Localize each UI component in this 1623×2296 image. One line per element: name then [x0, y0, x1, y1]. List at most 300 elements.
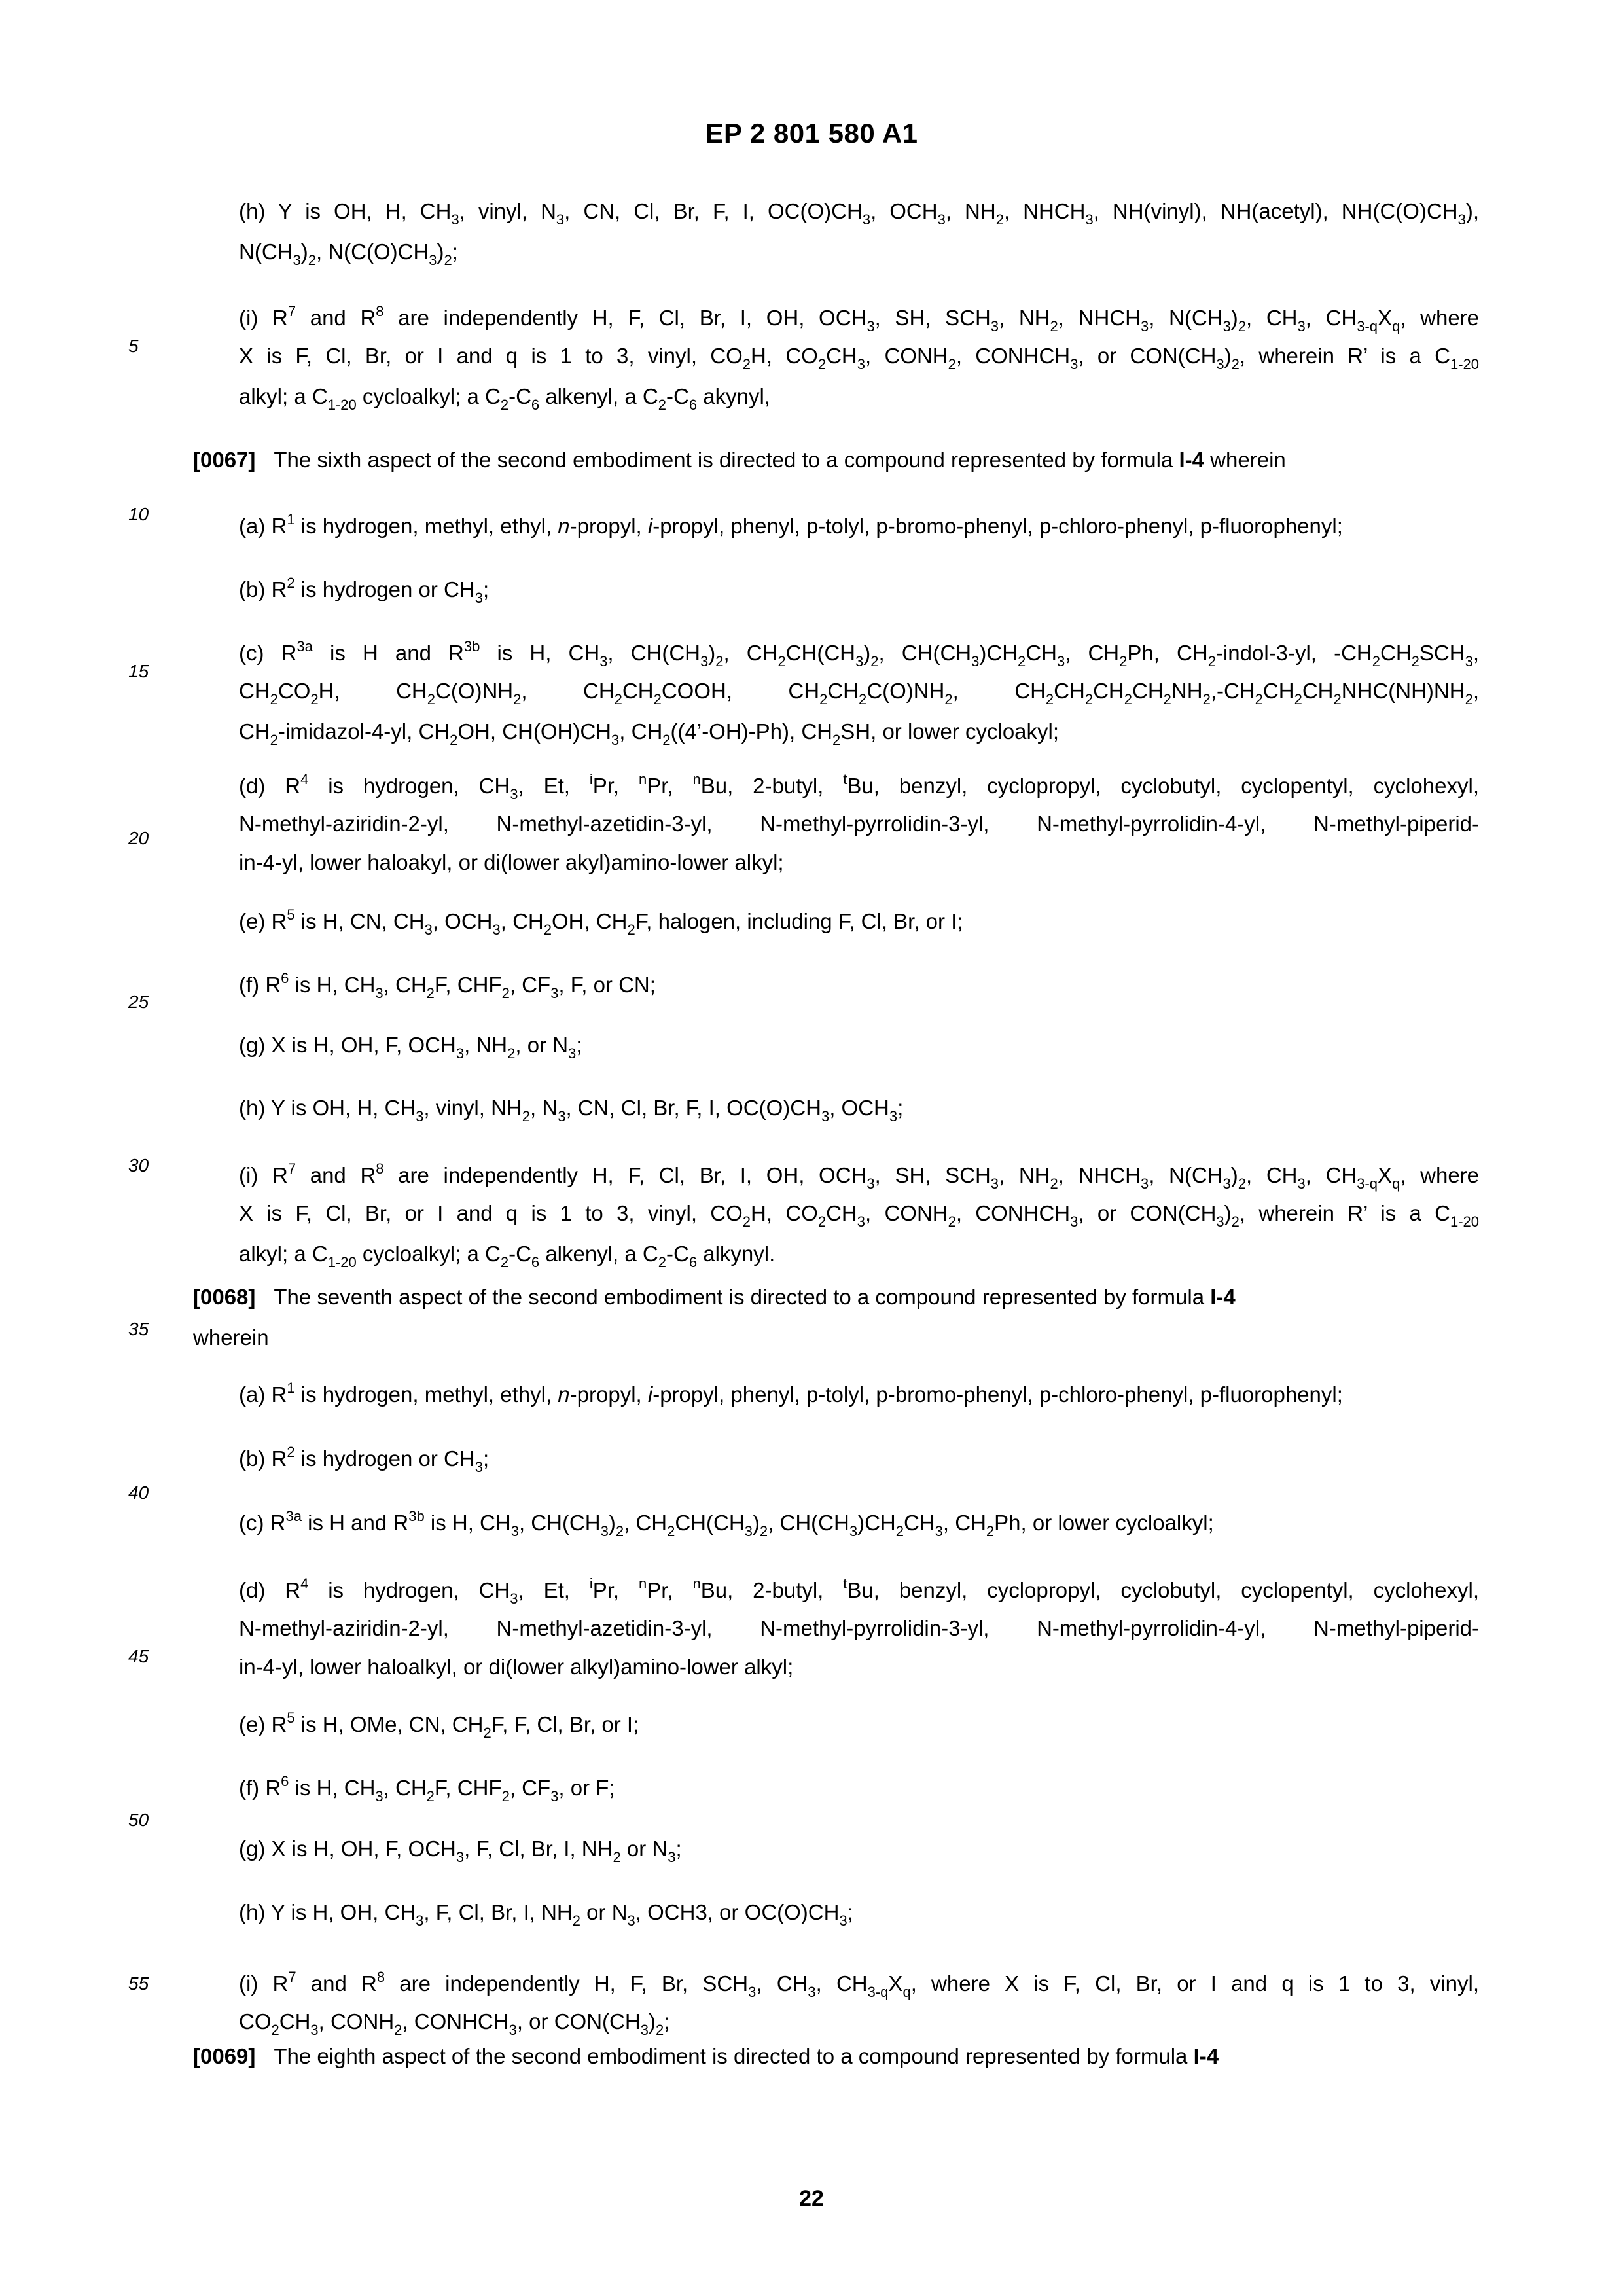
- text-run: Bu, 2-butyl,: [700, 1578, 844, 1602]
- text-run: CH: [239, 679, 270, 703]
- text-run: , N(CH: [1149, 306, 1223, 330]
- subscript: 3: [1070, 356, 1079, 372]
- text-run: akynyl,: [697, 384, 770, 408]
- clause-line: [239, 200, 1479, 227]
- text-run: SH, or lower cycloakyl;: [840, 719, 1060, 744]
- subscript: 3: [474, 1459, 483, 1475]
- subscript: 3: [640, 2022, 649, 2038]
- subscript: q: [1392, 1175, 1400, 1192]
- subscript: 3: [668, 1849, 676, 1865]
- clause-line: [239, 1162, 1479, 1191]
- clause-line: [239, 813, 1479, 834]
- text-run: -propyl, phenyl, p-tolyl, p-bromo-phenyl, p-chloro-phenyl, p-fluorophenyl;: [652, 1382, 1343, 1407]
- text-run: , CH(CH: [607, 641, 701, 665]
- text-run: C(O)NH: [435, 679, 514, 703]
- subscript: 3: [550, 1788, 559, 1804]
- text-run: Pr,: [647, 774, 693, 798]
- text-run: (h) Y is OH, H, CH: [239, 199, 452, 223]
- text-run: N(CH: [239, 240, 293, 264]
- clause-line: [239, 1097, 903, 1124]
- subscript: 2: [308, 252, 316, 268]
- subscript: 6: [688, 1254, 698, 1270]
- subscript: 3: [748, 1984, 757, 2000]
- superscript: t: [843, 1575, 847, 1592]
- superscript: 7: [287, 1160, 296, 1177]
- clause-line: [239, 386, 770, 412]
- text-run: , SH, SCH: [874, 306, 991, 330]
- superscript: 7: [287, 303, 296, 319]
- subscript: 6: [688, 397, 698, 413]
- subscript: 3: [1140, 318, 1149, 334]
- clause-line: [239, 1577, 1479, 1606]
- paragraph-number: [0068]: [193, 1285, 256, 1309]
- text-run: alkenyl, a C: [539, 384, 658, 408]
- subscript: 2: [501, 1788, 510, 1804]
- text-run: (f) R: [239, 1776, 281, 1800]
- subscript: 2: [817, 356, 827, 372]
- clause-line: [239, 1445, 489, 1475]
- text-run: (i) R: [239, 1971, 289, 1996]
- subscript: 3: [744, 1523, 753, 1539]
- italic-text: n: [558, 514, 570, 538]
- text-run: CH: [1054, 679, 1085, 703]
- text-run: wherein: [1204, 448, 1286, 472]
- superscript: n: [692, 771, 701, 787]
- text-run: , wherein R’ is a C: [1239, 344, 1450, 368]
- text-run: (g) X is H, OH, F, OCH: [239, 1837, 456, 1861]
- clause-line: [239, 1656, 793, 1677]
- clause-line: [239, 304, 1479, 334]
- subscript: 2: [759, 1523, 768, 1539]
- text-run: , or F;: [558, 1776, 615, 1800]
- text-run: ): [648, 2009, 656, 2034]
- clause-line: [239, 1243, 775, 1270]
- text-run: is H, OMe, CN, CH: [294, 1712, 484, 1736]
- subscript: 3: [1465, 653, 1473, 670]
- text-run: , F, Cl, Br, I, NH: [423, 1900, 573, 1924]
- subscript: 3: [971, 653, 980, 670]
- subscript: 2: [1465, 691, 1473, 708]
- subscript: 3: [862, 211, 871, 228]
- text-run: , CH: [723, 641, 778, 665]
- text-run: , OCH3, or OC(O)CH: [635, 1900, 840, 1924]
- text-run: -C: [508, 1242, 531, 1266]
- text-run: ): [300, 240, 308, 264]
- text-run: , NHCH: [1058, 306, 1141, 330]
- text-run: Bu, 2-butyl,: [700, 774, 844, 798]
- text-run: (b) R: [239, 1446, 287, 1471]
- subscript: 3: [937, 211, 946, 228]
- text-run: , SH, SCH: [874, 1163, 991, 1187]
- subscript: 3: [416, 1912, 424, 1929]
- subscript: 2: [613, 1849, 621, 1865]
- text-run: , CH: [952, 679, 1046, 703]
- superscript: 3a: [285, 1508, 302, 1524]
- subscript: 2: [1231, 1213, 1240, 1230]
- subscript: 2: [1238, 1175, 1246, 1192]
- subscript: 3: [1056, 653, 1065, 670]
- subscript: 2: [522, 1108, 531, 1124]
- text-run: )CH: [857, 1511, 896, 1535]
- superscript: 8: [376, 1160, 384, 1177]
- text-run: , CONH: [865, 344, 948, 368]
- text-run: (c) R: [239, 641, 297, 665]
- text-run: X: [888, 1971, 903, 1996]
- subscript: 2: [572, 1912, 581, 1929]
- text-run: (d) R: [239, 774, 301, 798]
- subscript: 2: [1045, 691, 1054, 708]
- text-run: CH(CH: [675, 1511, 745, 1535]
- text-run: is hydrogen or CH: [294, 1446, 475, 1471]
- subscript: 2: [1333, 691, 1342, 708]
- text-run: Bu, benzyl, cyclopropyl, cyclobutyl, cyclopentyl, cyclohexyl,: [847, 1578, 1479, 1602]
- subscript: 2: [444, 252, 452, 268]
- text-run: NHC(NH)NH: [1341, 679, 1465, 703]
- text-run: ;: [664, 2009, 670, 2034]
- text-run: , where X is F, Cl, Br, or I and q is 1 to 3, vinyl,: [910, 1971, 1480, 1996]
- text-run: CH: [826, 1201, 857, 1225]
- text-run: ;: [482, 577, 490, 601]
- paragraph-line: [193, 1286, 1236, 1308]
- text-run: , or CON(CH: [1078, 344, 1217, 368]
- clause-line: [239, 908, 963, 937]
- subscript: 2: [1124, 691, 1132, 708]
- text-run: F, CHF: [434, 1776, 502, 1800]
- superscript: 4: [300, 1575, 309, 1592]
- text-run: X is F, Cl, Br, or I and q is 1 to 3, vinyl, CO: [239, 1201, 743, 1225]
- text-run: is H, CH: [480, 641, 600, 665]
- text-run: C(O)NH: [866, 679, 945, 703]
- clause-line: [239, 772, 1479, 802]
- subscript: 2: [742, 356, 751, 372]
- text-run: , NHCH: [1058, 1163, 1141, 1187]
- superscript: 8: [376, 303, 384, 319]
- text-run: and R: [296, 306, 376, 330]
- subscript: q: [1392, 318, 1400, 334]
- text-run: , CH: [383, 1776, 427, 1800]
- subscript: 3: [821, 1108, 830, 1124]
- text-run: X: [1378, 306, 1393, 330]
- text-run: )CH: [979, 641, 1018, 665]
- text-run: and R: [296, 1971, 377, 1996]
- text-run: , OCH: [829, 1096, 889, 1120]
- superscript: 2: [287, 1444, 295, 1460]
- text-run: , CONHCH: [402, 2009, 509, 2034]
- subscript: 3: [1085, 211, 1094, 228]
- subscript: 2: [653, 691, 662, 708]
- clause-line: [239, 241, 458, 268]
- subscript: 1-20: [327, 397, 357, 413]
- subscript: 3: [935, 1523, 943, 1539]
- text-run: is H and R: [301, 1511, 409, 1535]
- clause-line: [239, 1970, 1479, 2000]
- text-run: ): [1224, 344, 1232, 368]
- subscript: 3: [866, 1175, 875, 1192]
- text-run: , CONH: [865, 1201, 948, 1225]
- paragraph-number: [0067]: [193, 448, 256, 472]
- text-run: in-4-yl, lower haloalkyl, or di(lower alkyl)amino-lower alkyl;: [239, 1655, 794, 1679]
- text-run: alkyl; a C: [239, 384, 328, 408]
- text-run: is hydrogen, methyl, ethyl,: [294, 514, 558, 538]
- text-run: Ph, or lower cycloalkyl;: [994, 1511, 1214, 1535]
- text-run: , CH: [383, 973, 427, 997]
- text-run: , where: [1400, 1163, 1480, 1187]
- subscript: 3: [599, 653, 608, 670]
- subscript: 2: [832, 732, 841, 748]
- text-run: , CH(CH: [768, 1511, 849, 1535]
- clause-line: [239, 512, 1343, 537]
- text-run: ,-CH: [1210, 679, 1255, 703]
- subscript: 2: [944, 691, 953, 708]
- text-run: SCH: [1419, 641, 1465, 665]
- subscript: 2: [394, 2022, 402, 2038]
- clause-line: [239, 576, 489, 605]
- text-run: , CONHCH: [955, 344, 1071, 368]
- superscript: i: [589, 1575, 593, 1592]
- subscript: 3: [1070, 1213, 1079, 1230]
- text-run: X is F, Cl, Br, or I and q is 1 to 3, vinyl, CO: [239, 344, 743, 368]
- text-run: NH: [1171, 679, 1203, 703]
- clause-line: [239, 1838, 682, 1865]
- subscript: 2: [1119, 653, 1128, 670]
- text-run: -C: [666, 384, 689, 408]
- superscript: 3a: [296, 638, 313, 655]
- text-run: is hydrogen, CH: [308, 774, 510, 798]
- text-run: , N: [530, 1096, 558, 1120]
- subscript: 2: [1372, 653, 1380, 670]
- text-run: , CH: [500, 909, 544, 933]
- text-run: -propyl,: [569, 1382, 648, 1407]
- subscript: 2: [1238, 318, 1246, 334]
- text-run: -propyl,: [569, 514, 648, 538]
- text-run: ;: [452, 240, 458, 264]
- text-run: OH, CH(OH)CH: [457, 719, 612, 744]
- text-run: alkyl; a C: [239, 1242, 328, 1266]
- subscript: 3: [627, 1912, 635, 1929]
- subscript: 2: [658, 1254, 666, 1270]
- text-run: , CH: [624, 1511, 668, 1535]
- margin-line-number: 20: [128, 828, 149, 848]
- subscript: 3: [416, 1108, 424, 1124]
- subscript: 3: [510, 1590, 518, 1607]
- text-run: , CH: [521, 679, 615, 703]
- subscript: 6: [531, 397, 540, 413]
- text-run: , Et,: [518, 774, 590, 798]
- text-run: , CH(CH: [878, 641, 972, 665]
- text-run: , NH: [945, 199, 996, 223]
- subscript: 3: [600, 1523, 609, 1539]
- text-run: CH: [1380, 641, 1412, 665]
- superscript: 2: [287, 575, 295, 591]
- superscript: 6: [281, 1773, 289, 1789]
- text-run: The sixth aspect of the second embodiment is directed to a compound represented by formula: [274, 448, 1179, 472]
- clause-line: [239, 1202, 1479, 1229]
- subscript: 2: [501, 985, 510, 1001]
- subscript: 2: [1207, 653, 1216, 670]
- subscript: 2: [271, 2022, 279, 2038]
- subscript: 2: [627, 922, 635, 938]
- subscript: 2: [614, 691, 622, 708]
- subscript: 3: [455, 1045, 465, 1062]
- margin-line-number: 50: [128, 1810, 149, 1830]
- text-run: ): [1224, 1201, 1232, 1225]
- text-run: -C: [508, 384, 531, 408]
- subscript: 2: [1050, 1175, 1058, 1192]
- text-run: , CH(CH: [518, 1511, 601, 1535]
- subscript: 3: [889, 1108, 898, 1124]
- superscript: n: [692, 1575, 701, 1592]
- text-run: , CH: [756, 1971, 808, 1996]
- text-run: ;: [897, 1096, 904, 1120]
- text-run: wherein: [193, 1325, 269, 1350]
- text-run: ): [1230, 1163, 1238, 1187]
- clause-line: [239, 721, 1059, 747]
- subscript: 3: [556, 211, 565, 228]
- subscript: 3: [855, 653, 864, 670]
- text-run: , CH: [1246, 306, 1298, 330]
- text-run: CH: [1262, 679, 1294, 703]
- text-run: , NH: [464, 1033, 508, 1057]
- text-run: The eighth aspect of the second embodiment is directed to a compound represented by formula: [274, 2044, 1194, 2068]
- text-run: and R: [296, 1163, 376, 1187]
- margin-line-number: 10: [128, 504, 149, 524]
- subscript: 2: [658, 397, 666, 413]
- subscript: 2: [817, 1213, 827, 1230]
- text-run: , CONHCH: [955, 1201, 1071, 1225]
- text-run: (h) Y is H, OH, CH: [239, 1900, 416, 1924]
- text-run: -C: [666, 1242, 689, 1266]
- clause-line: [239, 1509, 1214, 1539]
- subscript: 3: [1216, 1213, 1224, 1230]
- subscript: 2: [870, 653, 879, 670]
- text-run: H, CH: [318, 679, 427, 703]
- paragraph-number: [0069]: [193, 2044, 256, 2068]
- text-run: , N(C(O)CH: [315, 240, 429, 264]
- text-run: , CH: [815, 1971, 868, 1996]
- subscript: 2: [948, 356, 956, 372]
- text-run: (a) R: [239, 514, 287, 538]
- text-run: are independently H, F, Br, SCH: [385, 1971, 749, 1996]
- subscript: 3-q: [1357, 318, 1378, 334]
- margin-line-number: 25: [128, 992, 149, 1012]
- clause-line: [239, 345, 1479, 372]
- text-run: , vinyl, NH: [423, 1096, 522, 1120]
- subscript: 3: [568, 1045, 577, 1062]
- subscript: 1-20: [1450, 356, 1480, 372]
- text-run: , N(CH: [1149, 1163, 1223, 1187]
- subscript: 1-20: [1450, 1213, 1480, 1230]
- bold-text: I-4: [1193, 2044, 1219, 2068]
- text-run: , CF: [509, 973, 551, 997]
- text-run: (b) R: [239, 577, 287, 601]
- text-run: in-4-yl, lower haloakyl, or di(lower akyl)amino-lower alkyl;: [239, 850, 784, 874]
- text-run: , NHCH: [1003, 199, 1086, 223]
- subscript: 3: [451, 211, 459, 228]
- subscript: 2: [655, 2022, 664, 2038]
- text-run: are independently H, F, Cl, Br, I, OH, OCH: [383, 306, 867, 330]
- subscript: 2: [450, 732, 458, 748]
- text-run: alkynyl.: [697, 1242, 776, 1266]
- superscript: t: [843, 771, 847, 787]
- text-run: Ph, CH: [1127, 641, 1208, 665]
- superscript: 5: [287, 906, 295, 923]
- subscript: 3: [839, 1912, 847, 1929]
- italic-text: i: [647, 1382, 653, 1407]
- italic-text: i: [647, 514, 653, 538]
- superscript: i: [589, 771, 593, 787]
- subscript: 2: [507, 1045, 516, 1062]
- subscript: 3: [1140, 1175, 1149, 1192]
- subscript: 2: [500, 1254, 509, 1270]
- text-run: is H, CH: [289, 973, 376, 997]
- text-run: is H, CH: [424, 1511, 511, 1535]
- subscript: 3: [857, 1213, 865, 1230]
- subscript: 3: [849, 1523, 858, 1539]
- text-run: CH: [903, 1511, 935, 1535]
- text-run: , wherein R’ is a C: [1239, 1201, 1450, 1225]
- subscript: 3: [990, 1175, 999, 1192]
- text-run: (f) R: [239, 973, 281, 997]
- text-run: , CH: [1305, 306, 1357, 330]
- margin-line-number: 15: [128, 661, 149, 681]
- superscript: 8: [376, 1969, 385, 1985]
- text-run: or N: [620, 1837, 668, 1861]
- text-run: (c) R: [239, 1511, 286, 1535]
- text-run: ;: [576, 1033, 582, 1057]
- subscript: 2: [895, 1523, 904, 1539]
- text-run: N-methyl-aziridin-2-yl, N-methyl-azetidin-3-yl, N-methyl-pyrrolidin-3-yl, N-methyl-pyrrolidin-4-yl, N-methyl-piperid-: [239, 1616, 1479, 1640]
- subscript: 3: [866, 318, 875, 334]
- subscript: 3: [375, 1788, 383, 1804]
- subscript: 3: [1222, 318, 1231, 334]
- subscript: 2: [1294, 691, 1302, 708]
- clause-line: [239, 680, 1479, 707]
- publication-number: EP 2 801 580 A1: [705, 118, 918, 149]
- text-run: ): [1230, 306, 1238, 330]
- text-run: , NH(vinyl), NH(acetyl), NH(C(O)CH: [1093, 199, 1458, 223]
- subscript: 3: [293, 252, 301, 268]
- subscript: 2: [948, 1213, 956, 1230]
- superscript: 1: [287, 1380, 295, 1396]
- subscript: 2: [543, 922, 552, 938]
- subscript: 3: [700, 653, 709, 670]
- superscript: n: [638, 1575, 647, 1592]
- subscript: 2: [483, 1725, 491, 1741]
- text-run: H, CO: [751, 344, 818, 368]
- subscript: 2: [1084, 691, 1094, 708]
- text-run: F, F, Cl, Br, or I;: [491, 1712, 639, 1736]
- subscript: 2: [1202, 691, 1211, 708]
- paragraph-line: [193, 1327, 269, 1348]
- text-run: ): [708, 641, 716, 665]
- text-run: is H and R: [312, 641, 464, 665]
- subscript: 2: [995, 211, 1004, 228]
- subscript: 2: [270, 732, 278, 748]
- text-run: , NH: [999, 1163, 1050, 1187]
- text-run: alkenyl, a C: [539, 1242, 658, 1266]
- text-run: ): [863, 641, 871, 665]
- text-run: , or N: [515, 1033, 569, 1057]
- margin-line-number: 35: [128, 1319, 149, 1339]
- text-run: is hydrogen, CH: [308, 1578, 510, 1602]
- margin-line-number: 30: [128, 1155, 149, 1175]
- text-run: , OCH: [432, 909, 493, 933]
- subscript: 2: [500, 397, 509, 413]
- text-run: is H, CH: [289, 1776, 376, 1800]
- subscript: 3: [424, 922, 433, 938]
- subscript: 3: [1222, 1175, 1231, 1192]
- subscript: 3: [310, 2022, 319, 2038]
